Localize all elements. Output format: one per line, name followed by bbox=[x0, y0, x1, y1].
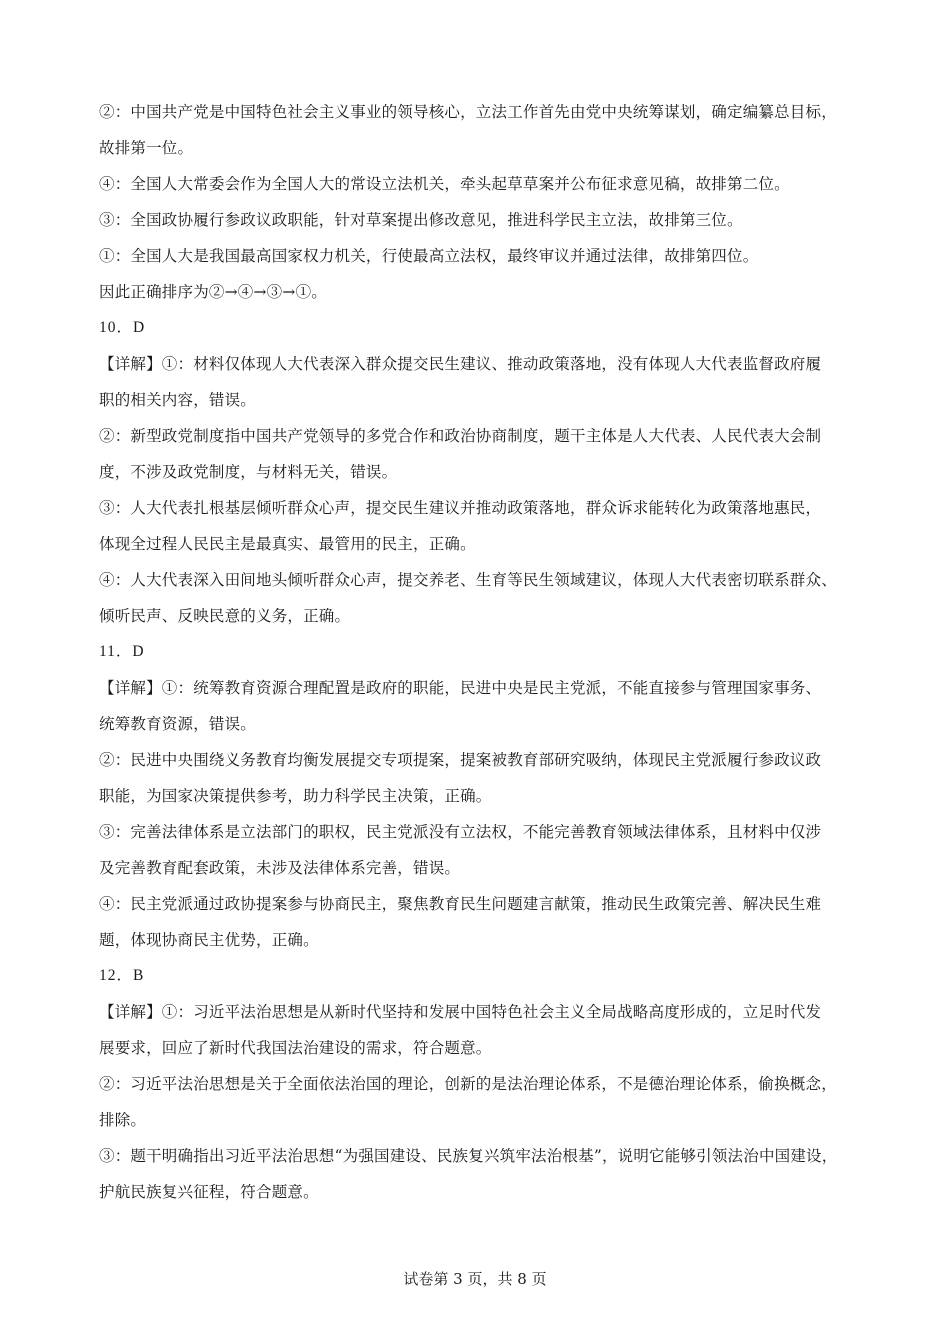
text-line: 【详解】①：统筹教育资源合理配置是政府的职能，民进中央是民主党派，不能直接参与管理国家事务、 bbox=[99, 679, 822, 697]
answer-explanations bbox=[99, 94, 864, 1210]
text-line: 及完善教育配套政策，未涉及法律体系完善，错误。 bbox=[99, 859, 461, 877]
text-line: 职能，为国家决策提供参考，助力科学民主决策，正确。 bbox=[99, 787, 492, 805]
text-line: ③：完善法律体系是立法部门的职权，民主党派没有立法权，不能完善教育领域法律体系，且材料中仅涉 bbox=[99, 823, 822, 841]
text-line: 排除。 bbox=[99, 1111, 147, 1129]
text-line: ②：新型政党制度指中国共产党领导的多党合作和政治协商制度，题干主体是人大代表、人民代表大会制 bbox=[99, 427, 822, 445]
text-line: ③：人大代表扎根基层倾听群众心声，提交民生建议并推动政策落地，群众诉求能转化为政策落地惠民， bbox=[99, 499, 822, 517]
text-line: ①：全国人大是我国最高国家权力机关，行使最高立法权，最终审议并通过法律，故排第四位。 bbox=[99, 247, 759, 265]
text-line: ②：中国共产党是中国特色社会主义事业的领导核心，立法工作首先由党中央统筹谋划，确定编纂总目标， bbox=[99, 103, 837, 121]
text-line: 展要求，回应了新时代我国法治建设的需求，符合题意。 bbox=[99, 1039, 492, 1057]
text-line: ③：题干明确指出习近平法治思想“为强国建设、民族复兴筑牢法治根基”，说明它能够引领法治中国建设， bbox=[99, 1147, 838, 1165]
text-line: 【详解】①：材料仅体现人大代表深入群众提交民生建议、推动政策落地，没有体现人大代表监督政府履 bbox=[99, 355, 822, 373]
text-line: 【详解】①：习近平法治思想是从新时代坚持和发展中国特色社会主义全局战略高度形成的，立足时代发 bbox=[99, 1003, 822, 1021]
text-line: 题，体现协商民主优势，正确。 bbox=[99, 931, 319, 949]
text-line: ④：人大代表深入田间地头倾听群众心声，提交养老、生育等民生领域建议，体现人大代表密切联系群众、 bbox=[99, 571, 837, 589]
text-line: 因此正确排序为②→④→③→①。 bbox=[99, 283, 327, 301]
text-line: ④：全国人大常委会作为全国人大的常设立法机关，牵头起草草案并公布征求意见稿，故排第二位。 bbox=[99, 175, 790, 193]
question-number: 12．B bbox=[99, 967, 145, 984]
text-line: 体现全过程人民民主是最真实、最管用的民主，正确。 bbox=[99, 535, 476, 553]
question-number: 11．D bbox=[99, 643, 145, 660]
question-number: 10．D bbox=[99, 319, 146, 336]
text-line: 故排第一位。 bbox=[99, 139, 194, 157]
page-footer: 试卷第 3 页，共 8 页 bbox=[403, 1270, 547, 1288]
text-line: ③：全国政协履行参政议政职能，针对草案提出修改意见，推进科学民主立法，故排第三位。 bbox=[99, 211, 743, 229]
text-line: 护航民族复兴征程，符合题意。 bbox=[99, 1183, 319, 1201]
text-line: 度，不涉及政党制度，与材料无关，错误。 bbox=[99, 463, 398, 481]
text-line: ②：民进中央围绕义务教育均衡发展提交专项提案，提案被教育部研究吸纳，体现民主党派履行参政议政 bbox=[99, 751, 822, 769]
text-line: 倾听民声、反映民意的义务，正确。 bbox=[99, 607, 351, 625]
text-line: ④：民主党派通过政协提案参与协商民主，聚焦教育民生问题建言献策，推动民生政策完善、解决民生难 bbox=[99, 895, 822, 913]
text-line: 职的相关内容，错误。 bbox=[99, 391, 257, 409]
text-line: ②：习近平法治思想是关于全面依法治国的理论，创新的是法治理论体系，不是德治理论体系，偷换概念， bbox=[99, 1075, 837, 1093]
text-line: 统筹教育资源，错误。 bbox=[99, 715, 257, 733]
